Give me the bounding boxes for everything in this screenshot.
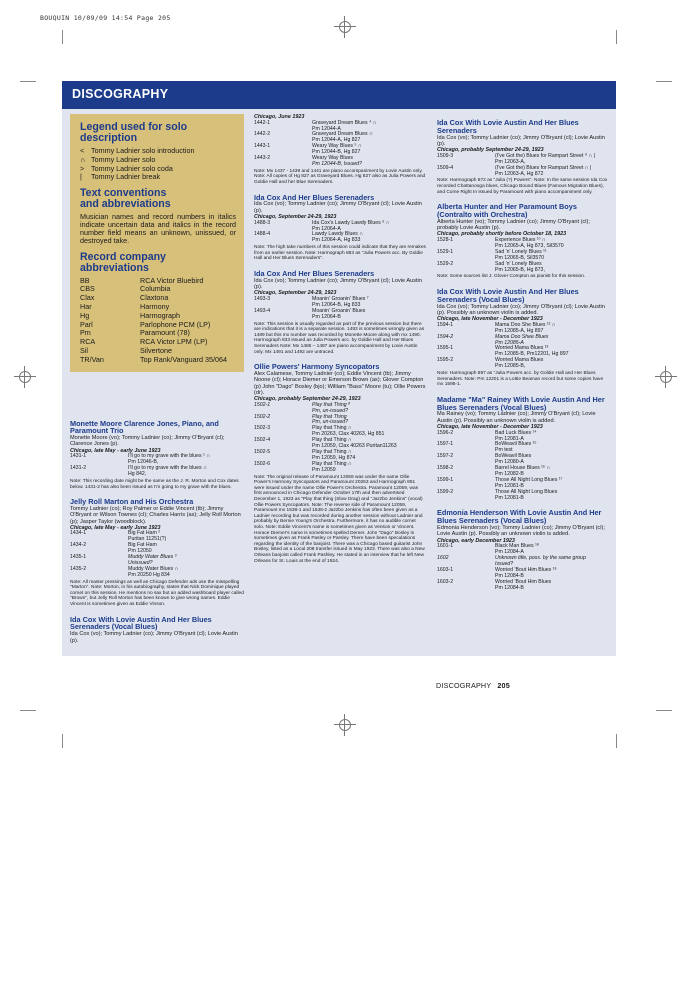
company-name: Claxtona [140, 293, 169, 303]
session-block [70, 498, 244, 611]
matrix-number: 1502-4 [254, 437, 271, 444]
session-block [254, 270, 426, 358]
session-title: Ida Cox With Lovie Austin And Her Blues Serenaders [437, 118, 579, 135]
solo-symbol-label: Tommy Ladnier break [91, 172, 161, 182]
session-venue-date: Chicago, probably September 24-29, 1923 [437, 147, 544, 154]
session-personnel: Ida Cox (vo); Tommy Ladnier (co); Jimmy O'Bryant (cl); Lovie Austin (p). [254, 277, 422, 291]
crop-mark [656, 81, 672, 82]
session-venue-date: Chicago, late November - December 1923 [437, 424, 543, 430]
session-note: Note: This session is usually regarded as part of the previous session but there are indications that it is a separate session. 1493 is sometimes wrongly given as 1489 but this mx number was recorded by Monette Moore along with mx 1490. Harmograph 833 issued as Julia Powers acc. by Goldie Hall and Her Blues Serenaders Note: Mx 1486 – 1487 are piano accompaniment by Lovie Austin only. Mx 1491 and 1492 are untraced. [254, 321, 425, 355]
recording-title: Pm 12085-A [495, 339, 524, 346]
recording-title: I'll go to my grave with the blues ∩ [128, 465, 207, 472]
matrix-number: 1599-1 [437, 476, 454, 483]
recording-title: Pm 12080-A [495, 459, 524, 466]
session-note: Note: The original release of Paramount 12059 was under the name Ollie Power's Harmony Syncopators and Paramount 20263 and Harmograph 851 were issued under the name Ollie Power's Orchestra. Paramount 12059, was first announced in Chicago Defender October 17th and then advertised December 1, 1923 as "Play that thing (Slow Drag) and "Jazzbo Jenkins" (vocal) Ollie Powers Syncopators. Note: The reverse side of Paramount 12059, Paramount mx 1538-1 and 1538-2 Jazzbo Jenkins has often been given as a Ladnier recording but was recorded during another session without Ladnier and probably by Bernie Young's Orchestra. Furthermore, it has no audible cornet solo. Note: Eddie Vincent's name is sometimes given as Venson or Vincent. Horace Diemer's name is sometimes spelled Demer. John "Dago" Bosley is sometimes given as Frank Pasley or Parsley. There have been speculations regarding the identity of the banjoist. There was a Chicago based guitarist John Bosley, listed as a Local 208 transfer issued in May 1923. There was also a New Orleans banjoist called Frank Pashley. He stated in an interview that he left New Orleans for St. Louis at the end of 1924. [254, 474, 425, 564]
recording-title: Puritan 11251(?) [128, 536, 167, 543]
recording-title: Big Fat Ham [128, 542, 157, 549]
crop-mark [616, 734, 617, 748]
recording-title: Play that Thing ∩ [312, 460, 352, 467]
recording-title: Pm 12044-A, Hg 827 [312, 137, 361, 144]
company-abbr: Sil [80, 345, 88, 355]
recording-title: Issued? [495, 560, 514, 567]
recording-title: Unissued? [128, 559, 153, 566]
solo-symbol-icon: ∩ [80, 154, 86, 164]
company-name: Paramount (78) [140, 328, 190, 338]
matrix-number: 1597-2 [437, 453, 454, 460]
recording-title: Pm 12059, Hg 874 [312, 454, 356, 461]
session-personnel: Alex Calamese, Tommy Ladnier (co); Eddie Vincent (tb); Jimmy Noone (cl); Horace Diemer or Emerson Brown (as); Glover Compton (p) John "Dago" Bosley (bjo); William "Bass" Moore (tu); Ollie Powers (dr). [254, 370, 426, 396]
recording-title: Play that Thing ∩ [312, 449, 352, 456]
company-name: Columbia [140, 284, 171, 294]
matrix-number: 1435-2 [70, 565, 87, 572]
recording-title: Play that Thing ∩ [312, 425, 352, 432]
recording-title: Worried 'Bout Him Blues [495, 578, 552, 585]
recording-title: Pm 20250 Hg 834 [128, 571, 170, 578]
company-name: RCA Victor Bluebird [140, 275, 204, 285]
matrix-number: 1431-1 [70, 453, 87, 460]
recording-title: Pm 12082-B [495, 470, 524, 477]
recording-title: Pm 12064-A, Hg 833 [312, 237, 361, 244]
session-title: Jelly Roll Marton and His Orchestra [70, 497, 194, 507]
session-personnel: Ida Cox (vo); Tommy Ladnier (co); Jimmy O'Bryant (cl); Lovie Austin (p). [437, 134, 605, 147]
session-venue-date: Chicago, September 24-29, 1923 [254, 290, 337, 297]
solo-symbol-icon: | [80, 172, 82, 182]
matrix-number: 1596-2 [437, 429, 454, 436]
recording-title: Pm 12081-B [495, 494, 524, 501]
company-abbr: Parl [80, 319, 93, 329]
session-note: Note: Mx 1437 - 1439 and 1441 are piano accompaniment by Lovie Austin only. Note: All copies of Hg 827 as Graveyard Blues. Hg 827 also as Julia Powers and Goldie Hall and her Blue Serenaders. [254, 168, 426, 186]
recording-row [437, 364, 609, 370]
company-abbr: TR/Van [80, 354, 104, 364]
session-title: Ida Cox With Lovie Austin And Her Blues Serenaders (Vocal Blues) [70, 614, 212, 632]
legend-text-body: Musician names and record numbers in italics indicate uncertain data and italics in the record number field means an unknown, unissued, or destroyed take. [80, 212, 236, 246]
legend-solo-list [80, 147, 236, 182]
recording-title: Pm 12081-A [495, 435, 524, 442]
recording-title: Muddy Water Blues ³ [128, 554, 177, 561]
session-venue-date: Chicago, late May - early June 1923 [70, 524, 161, 531]
company-abbr: BB [80, 275, 90, 285]
crop-mark [656, 710, 672, 711]
spacer [70, 608, 244, 611]
recording-title: Those All Night Long Blues ¹⁷ [495, 476, 563, 483]
session-block [437, 288, 609, 391]
company-abbr: RCA [80, 337, 96, 347]
company-name: Harmony [140, 301, 170, 311]
session-personnel: Ida Cox (vo); Tommy Ladnier (co); Jimmy O'Bryant (cl); Lovie Austin (p). [70, 631, 238, 644]
matrix-number [70, 472, 128, 478]
printer-slug: BOUQUIN 10/09/09 14:54 Page 205 [40, 14, 171, 22]
session-block [437, 203, 609, 283]
recording-title: Pm 12059 [312, 466, 336, 473]
session-title: Edmonia Henderson With Lovie Austin And Her Blues Serenaders (Vocal Blues) [437, 508, 602, 526]
crop-mark [62, 30, 63, 44]
recording-title: Unknown title, poss. by the same group [495, 555, 586, 562]
recording-title: Pm 12064-B, Hg 833 [312, 301, 361, 308]
session-block [437, 396, 609, 505]
recording-title: Hg 842, [128, 471, 147, 478]
matrix-number: 1509-4 [437, 164, 454, 171]
recording-title: Pm 12063-A, [495, 158, 526, 165]
matrix-number: 1601-1 [437, 543, 454, 550]
matrix-number [437, 364, 495, 370]
recording-title: Worried Mama Blues ¹³ [495, 345, 549, 352]
matrix-number: 1529-1 [437, 248, 454, 255]
session-note: Note: The high take numbers of this session could indicate that they are remakes from an earlier session. Note: Harmograph 883 as "Julia Powers acc. By Goldie Hall and Her Blues Serenaders". [254, 245, 426, 262]
company-name: Parlophone PCM (LP) [140, 319, 211, 329]
session-personnel: Ida Cox (vo); Tommy Ladnier (co); Jimmy O'Bryant (cl); Lovie Austin (p). Possibly an unknown violin is added. [437, 303, 605, 316]
company-name: Harmograph [140, 310, 180, 320]
crop-mark [616, 30, 617, 44]
company-name: Silvertone [140, 345, 172, 355]
recording-row [70, 472, 244, 478]
recording-title: Worried Mama Blues [495, 357, 544, 364]
session-title: Madame "Ma" Rainey With Lovie Austin And Her Blues Serenaders (Vocal Blues) [437, 394, 605, 412]
recording-title: Sad 'n' Lonely Blues ¹¹ [495, 248, 547, 255]
legend-company-list [80, 277, 236, 365]
session-venue-date: Chicago, early December 1923 [437, 537, 515, 544]
session-note: Note: All master pressings as well as Chicago Defender ads use the misspelling "Marton". Note: Morton, in his autobiography, states that Nick Dominique played cornet on this session. He mentions no sax but an added washboard player called "Brown", but Jelly Roll Morton has been known to give wrong names. Eddie Vincent is sometimes given as Eddie Vinson. [70, 579, 244, 608]
matrix-number [254, 238, 312, 244]
matrix-number [437, 268, 495, 274]
column-3 [437, 114, 609, 595]
recording-title: Pm 12044-A [312, 125, 341, 132]
registration-mark-icon [655, 366, 677, 388]
recording-title: Barrel House Blues ¹⁶ ∩ [495, 465, 551, 472]
session-venue-date: Chicago, late November - December 1923 [437, 316, 543, 323]
matrix-number: 1443-2 [254, 155, 271, 162]
matrix-number: 1594-2 [437, 333, 454, 340]
recording-title: Pm 12046-B, [128, 459, 159, 466]
recording-row [254, 315, 426, 321]
spacer [437, 280, 609, 283]
session-personnel: Ida Cox (vo); Tommy Ladnier (co); Jimmy O'Bryant (cl); Lovie Austin (p). [254, 201, 422, 214]
recording-row [254, 468, 426, 474]
company-abbr: Hg [80, 310, 90, 320]
crop-mark [20, 710, 36, 711]
recording-title: Weary Way Blues [312, 155, 353, 162]
recording-title: Mama Doo She Blues ¹² ∩ [495, 321, 556, 328]
recording-title: Pm 12084-B [495, 572, 524, 579]
recording-title: Pm 12084-A [495, 549, 524, 556]
registration-mark-icon [14, 366, 36, 388]
matrix-number [437, 586, 495, 592]
recording-title: Pm 12084-B [495, 584, 524, 591]
recording-title: Pm 12044-B, Hg 827 [312, 149, 361, 156]
spacer [254, 186, 426, 189]
recording-title: Pm 12044-B, Issued? [312, 160, 362, 167]
session-title: Ida Cox With Lovie Austin And Her Blues Serenaders (Vocal Blues) [437, 287, 579, 304]
matrix-number: 1529-2 [437, 260, 454, 267]
session-personnel: Tommy Ladnier (co); Roy Palmer or Eddie Vincent (tb); Jimmy O'Bryant or Wilson Townes (cl); Charles Harris (as); Jelly Roll Morton (p); Jasper Taylor (woodblock). [70, 505, 241, 525]
recording-title: Worried 'Bout Him Blues ¹⁹ [495, 566, 557, 573]
matrix-number: 1603-2 [437, 578, 454, 585]
recording-title: Those All Night Long Blues [495, 488, 558, 495]
spacer [70, 644, 244, 647]
matrix-number: 1493-3 [254, 296, 271, 302]
crop-mark [20, 81, 36, 82]
session-block [437, 119, 609, 198]
recording-title: Experience Blues ¹⁰ ∩ [495, 236, 546, 243]
page-number: 205 [497, 681, 510, 690]
matrix-number [70, 573, 128, 579]
matrix-number: 1502-3 [254, 425, 271, 432]
recording-title: Pm 12065-A, Hg 873, Sil3570 [495, 242, 564, 249]
matrix-number: 1603-1 [437, 566, 454, 573]
recording-title: Pm test [495, 447, 513, 454]
session-venue-date: Chicago, late May - early June 1923 [70, 447, 161, 454]
matrix-number: 1528-1 [437, 236, 454, 243]
recording-title: Play that Thing [312, 413, 347, 420]
recording-title: Ida Cox's Lawdy Lawdy Blues ⁶ ∩ [312, 219, 390, 226]
recording-title: (I've Got the) Blues for Rampart Street ∩ | [495, 164, 592, 171]
session-block [70, 420, 244, 494]
legend-box [70, 114, 244, 372]
recording-title: Pm, un-issued? [312, 419, 349, 426]
matrix-number: 1598-2 [437, 465, 454, 472]
recording-title: Pm, un-issued? [312, 407, 349, 414]
recording-title: Play that Thing ∩ [312, 437, 352, 444]
spacer [437, 388, 609, 391]
recording-title: Pm 12059, Clax 40263 Puritan11263 [312, 443, 397, 450]
matrix-number: 1435-1 [70, 554, 87, 561]
matrix-number: 1442-2 [254, 131, 271, 138]
matrix-number: 1431-2 [70, 465, 87, 472]
session-note: Note: This recording date might be the same as the J. R. Morton and Cox dates below. 1431-2 has also been issued as I'm going to my grave with the blues. [70, 478, 239, 490]
matrix-number: 1434-1 [70, 530, 87, 537]
recording-title: I'll go to my grave with the blues ¹ ∩ [128, 453, 210, 460]
footer-section: DISCOGRAPHY [436, 681, 492, 690]
matrix-number: 1602 [437, 555, 449, 562]
company-abbr: Clax [80, 293, 95, 303]
session-personnel: Monette Moore (vo); Tommy Ladnier (co); Jimmy O'Bryant (cl); Clarence Jones (p). [70, 435, 225, 448]
solo-symbol-icon: > [80, 163, 85, 173]
matrix-number [437, 172, 495, 178]
legend-text-title: Text conventions and abbreviations [80, 187, 171, 211]
registration-mark-icon [334, 16, 356, 38]
solo-symbol-icon: < [80, 146, 85, 155]
company-abbr: Har [80, 301, 92, 311]
matrix-number: 1595-2 [437, 357, 454, 364]
recording-title: BoWeavil Blues [495, 453, 532, 460]
solo-symbol-label: Tommy Ladnier solo coda [91, 163, 173, 173]
recording-row [437, 172, 609, 178]
spacer [437, 592, 609, 595]
matrix-number: 1594-1 [437, 321, 454, 328]
matrix-number [437, 496, 495, 502]
matrix-number: 1599-2 [437, 488, 454, 495]
spacer [254, 262, 426, 265]
recording-row [437, 496, 609, 502]
session-venue-date: Chicago, probably shortly before October 18, 1923 [437, 231, 567, 238]
recording-title: Pm 12063-A, Hg 872 [495, 170, 544, 177]
session-title: Monette Moore Clarence Jones, Piano, and Paramount Trio [70, 418, 219, 436]
recording-title: Graveyard Dream Blues ⁴ ∩ [312, 119, 377, 126]
recording-row [254, 238, 426, 244]
recording-title: Mama Doo Shee Blues [495, 333, 549, 340]
company-abbr: Pm [80, 328, 91, 338]
recording-title: Pm 12085-B, [495, 363, 526, 370]
matrix-number: 1488-3 [254, 219, 271, 226]
matrix-number: 1442-1 [254, 119, 271, 126]
matrix-number [254, 315, 312, 321]
recording-title: Pm 12050 [128, 548, 152, 555]
matrix-number: 1434-2 [70, 542, 87, 549]
solo-symbol-label: Tommy Ladnier solo introduction [91, 146, 195, 155]
recording-title: Pm 12085-B, Pm12201, Hg 897 [495, 351, 569, 358]
recording-title: Sad 'n' Lonely Blues [495, 260, 542, 267]
matrix-number: 1443-1 [254, 143, 271, 150]
session-title: Ida Cox And Her Blues Serenaders [254, 269, 375, 279]
session-personnel: Ma Rainey (vo); Tommy Ladnier (co); Jimmy O'Bryant (cl); Lovie Austin (p). Possibly an unknown violin is added. [437, 411, 596, 424]
session-title: Alberta Hunter and Her Paramount Boys (Contralto with Orchestra) [437, 202, 577, 219]
matrix-number [254, 468, 312, 474]
recording-row [70, 573, 244, 579]
session-venue-date: Chicago, probably September 24-29, 1923 [254, 396, 361, 403]
recording-title: Pm 12064-A [312, 225, 341, 232]
recording-title: Weary Way Blues ⁵ ∩ [312, 143, 362, 150]
page-footer [436, 681, 510, 690]
company-name: RCA Victor LPM (LP) [140, 337, 208, 347]
recording-title: Pm 12064-B [312, 313, 341, 320]
recording-title: Muddy Water Blues ∩ [128, 565, 179, 572]
crop-mark [62, 734, 63, 748]
session-title: Ida Cox And Her Blues Serenaders [254, 192, 375, 202]
session-block [254, 363, 426, 567]
recording-title: Moanin' Groanin' Blues [312, 307, 366, 314]
recording-title: Pm 20263, Clax 40263, Hg 851 [312, 431, 385, 438]
company-abbr-row [80, 356, 236, 365]
matrix-number: 1502-6 [254, 460, 271, 467]
spacer [254, 355, 426, 358]
session-personnel: Edmonia Henderson (vo); Tommy Ladnier (co); Jimmy O'Bryant (cl); Lovie Austin (p). Possibly an unknown violin is added. [437, 525, 605, 538]
session-personnel: Alberta Hunter (vo); Tommy Ladnier (co); Jimmy O'Bryant (cl); probably Lovie Austin (p). [437, 218, 590, 232]
column-1 [70, 114, 244, 647]
recording-row [254, 162, 426, 168]
spacer [437, 195, 609, 198]
legend-company-title: Record company abbreviations [80, 250, 166, 274]
recording-title: Graveyard Dream Blues ∩ [312, 131, 373, 138]
solo-symbol-label: Tommy Ladnier solo [91, 154, 156, 164]
matrix-number: 1595-1 [437, 345, 454, 352]
registration-mark-icon [334, 714, 356, 736]
session-block [70, 616, 244, 647]
recording-title: Pm 12081-B [495, 482, 524, 489]
session-note: Note: Harmograph 872 as "Julia (?) Powers". Note: In the same session Ida Cox recorded Chattanooga blues, Chicago Bound Blues (Famous Migration Blues), and Come Right In issued by Paramount with piano accompaniment only. [437, 178, 608, 195]
recording-title: BoWeavil Blues ¹⁵ [495, 441, 537, 448]
page-title: DISCOGRAPHY [72, 87, 169, 101]
legend-solo-title: Legend used for solo description [80, 121, 188, 144]
recording-title: (I've Got the) Blues for Rampart Street ⁹ ∩ | [495, 152, 595, 159]
recording-title: Pm 12065-B, Sil3570 [495, 254, 545, 261]
company-abbr: CBS [80, 284, 95, 294]
matrix-number [254, 162, 312, 168]
recording-row [437, 268, 609, 274]
matrix-number: 1502-2 [254, 413, 271, 420]
recording-title: Moanin' Groanin' Blues ⁷ [312, 296, 369, 302]
company-name: Top Rank/Vanguard 35/064 [140, 354, 227, 364]
matrix-number: 1502-1 [254, 401, 271, 408]
session-block [254, 194, 426, 265]
matrix-number: 1509-3 [437, 152, 454, 159]
matrix-number: 1493-4 [254, 307, 271, 314]
recording-title: Lawdy Lawdy Blues ∩ [312, 231, 364, 238]
session-block [254, 114, 426, 189]
session-note: Note: Some sources list J. Glover Compton as pianist for this session. [437, 274, 586, 280]
matrix-number: 1597-1 [437, 441, 454, 448]
session-venue-date: Chicago, June 1923 [254, 114, 305, 120]
recording-title: Pm 12065-B, Hg 873, [495, 266, 545, 273]
session-title: Ollie Powers' Harmony Syncopators [254, 362, 380, 372]
recording-title: Pm 12085-A, Hg 897 [495, 327, 544, 334]
recording-title: Black Man Blues ¹⁸ [495, 543, 539, 550]
recording-title: Bad Luck Blues ¹⁴ [495, 429, 537, 436]
matrix-number: 1488-4 [254, 231, 271, 238]
recording-row [437, 586, 609, 592]
column-2 [254, 114, 426, 567]
spacer [70, 490, 244, 493]
spacer [437, 501, 609, 504]
session-venue-date: Chicago, September 24-29, 1923 [254, 214, 337, 221]
recording-title: Big Fat Ham ² [128, 530, 160, 537]
legend-solo-item [80, 173, 236, 182]
recording-title: Play that Thing ⁸ [312, 401, 351, 408]
spacer [254, 564, 426, 567]
matrix-number: 1502-5 [254, 449, 271, 456]
session-block [437, 509, 609, 594]
session-note: Note: Harmograph 897 as "Julia Powers acc. by Goldie Hall and Her Blues Serenaders. Note: Pm 12201 is a Lottie Beaman record but some copies have mx 1595-1. [437, 371, 604, 388]
